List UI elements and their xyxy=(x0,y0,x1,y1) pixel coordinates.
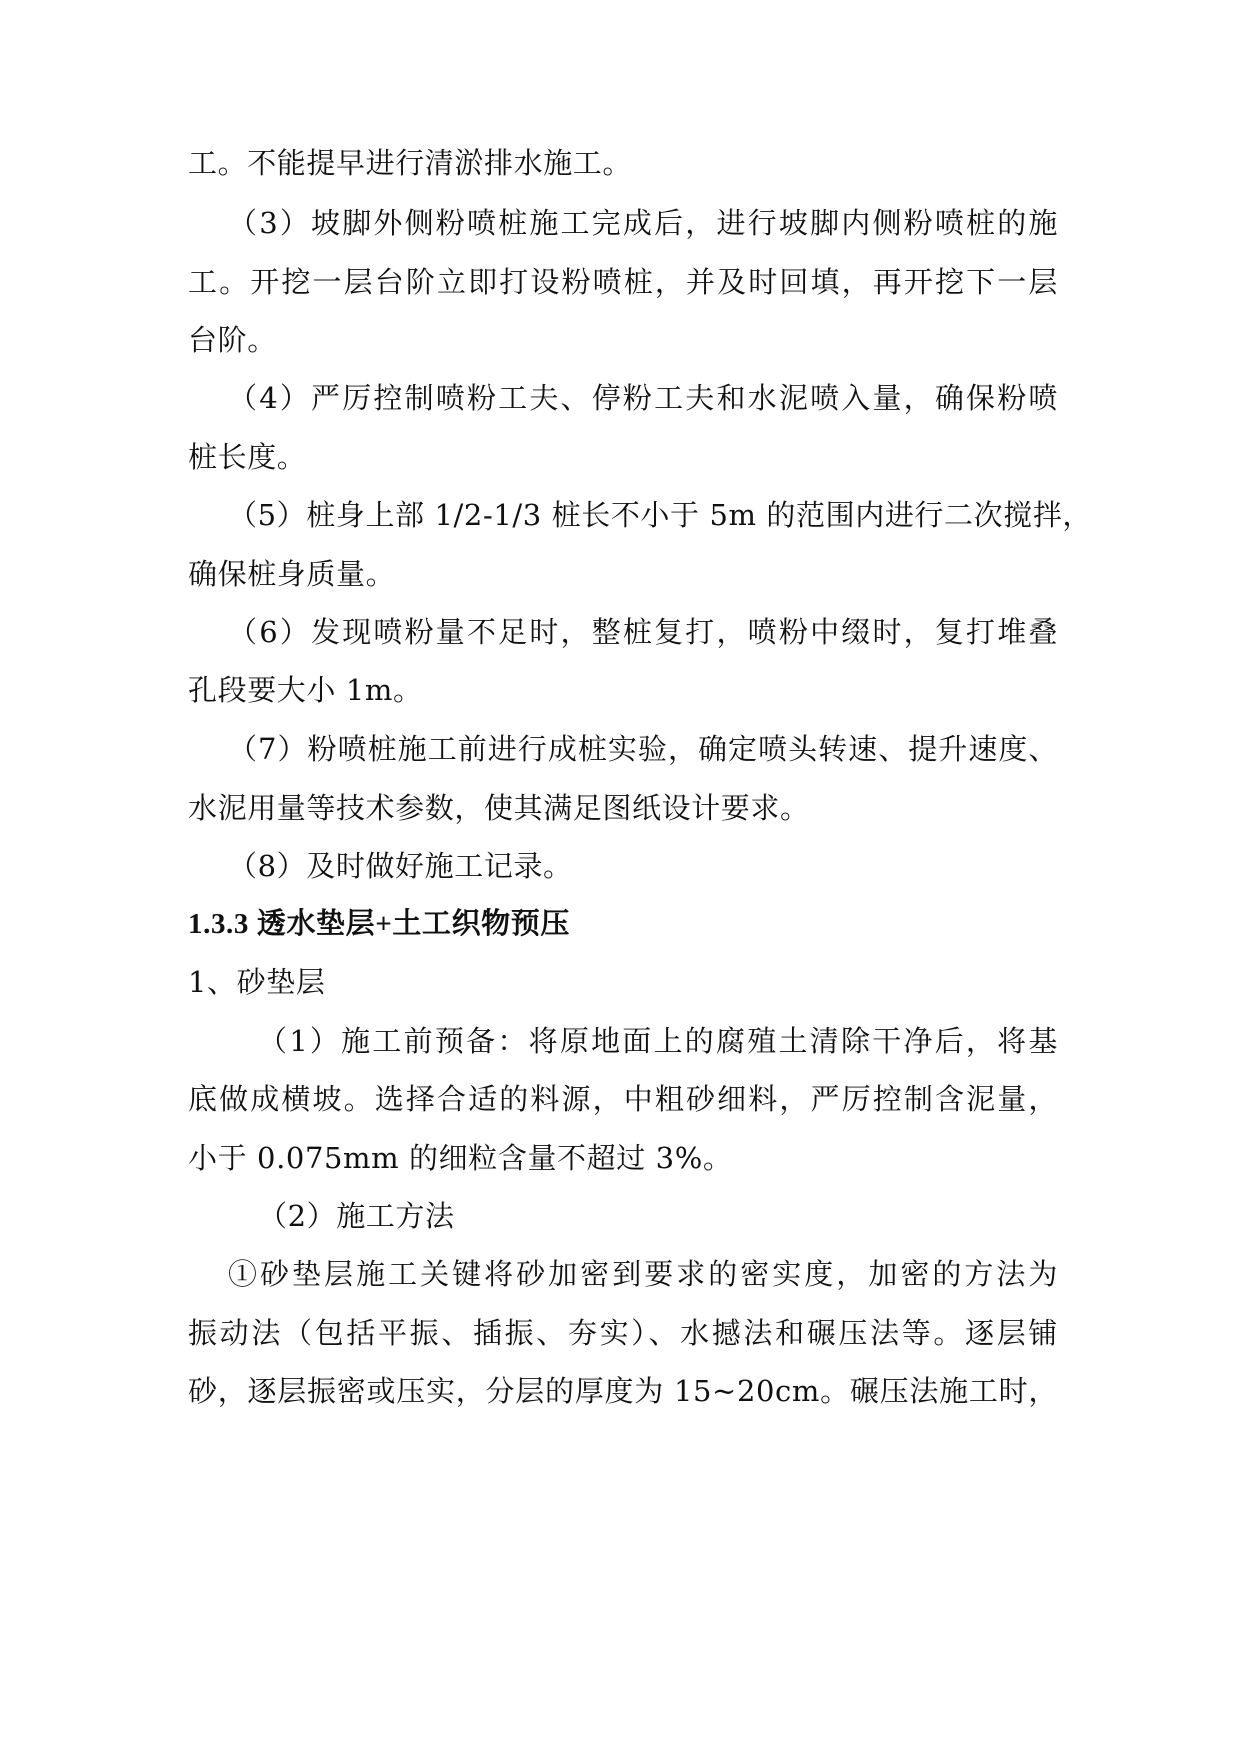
paragraph-line: 砂，逐层振密或压实，分层的厚度为 15~20cm。碾压法施工时， xyxy=(188,1374,1058,1408)
paragraph-line: （6）发现喷粉量不足时，整桩复打，喷粉中缀时，复打堆叠 xyxy=(228,615,1058,649)
paragraph-line: 桩长度。 xyxy=(188,440,307,474)
paragraph-line: （3）坡脚外侧粉喷桩施工完成后，进行坡脚内侧粉喷桩的施 xyxy=(228,206,1058,240)
paragraph-line: 底做成横坡。选择合适的料源，中粗砂细料，严厉控制含泥量， xyxy=(188,1082,1058,1116)
paragraph-line: （1）施工前预备：将原地面上的腐殖土清除干净后，将基 xyxy=(258,1024,1058,1058)
paragraph-line: （2）施工方法 xyxy=(258,1199,455,1233)
paragraph-line: 孔段要大小 1m。 xyxy=(188,673,423,707)
paragraph-line: 工。不能提早进行清淤排水施工。 xyxy=(188,146,633,180)
paragraph-line: 水泥用量等技术参数，使其满足图纸设计要求。 xyxy=(188,791,810,825)
paragraph-line: （8）及时做好施工记录。 xyxy=(228,849,573,883)
paragraph-line: 振动法（包括平振、插振、夯实）、水撼法和碾压法等。逐层铺 xyxy=(188,1316,1058,1350)
paragraph-line: ①砂垫层施工关键将砂加密到要求的密实度，加密的方法为 xyxy=(228,1257,1058,1291)
section-heading: 1.3.3 透水垫层+土工织物预压 xyxy=(188,908,570,940)
paragraph-line: （5）桩身上部 1/2-1/3 桩长不小于 5m 的范围内进行二次搅拌， xyxy=(228,498,1093,532)
paragraph-line: 确保桩身质量。 xyxy=(188,557,396,591)
subsection-heading: 1、砂垫层 xyxy=(188,965,326,999)
paragraph-line: （4）严厉控制喷粉工夫、停粉工夫和水泥喷入量，确保粉喷 xyxy=(228,381,1058,415)
paragraph-line: 小于 0.075mm 的细粒含量不超过 3%。 xyxy=(188,1141,733,1175)
paragraph-line: （7）粉喷桩施工前进行成桩实验，确定喷头转速、提升速度、 xyxy=(228,732,1058,766)
paragraph-line: 台阶。 xyxy=(188,323,277,357)
paragraph-line: 工。开挖一层台阶立即打设粉喷桩，并及时回填，再开挖下一层 xyxy=(188,265,1058,299)
